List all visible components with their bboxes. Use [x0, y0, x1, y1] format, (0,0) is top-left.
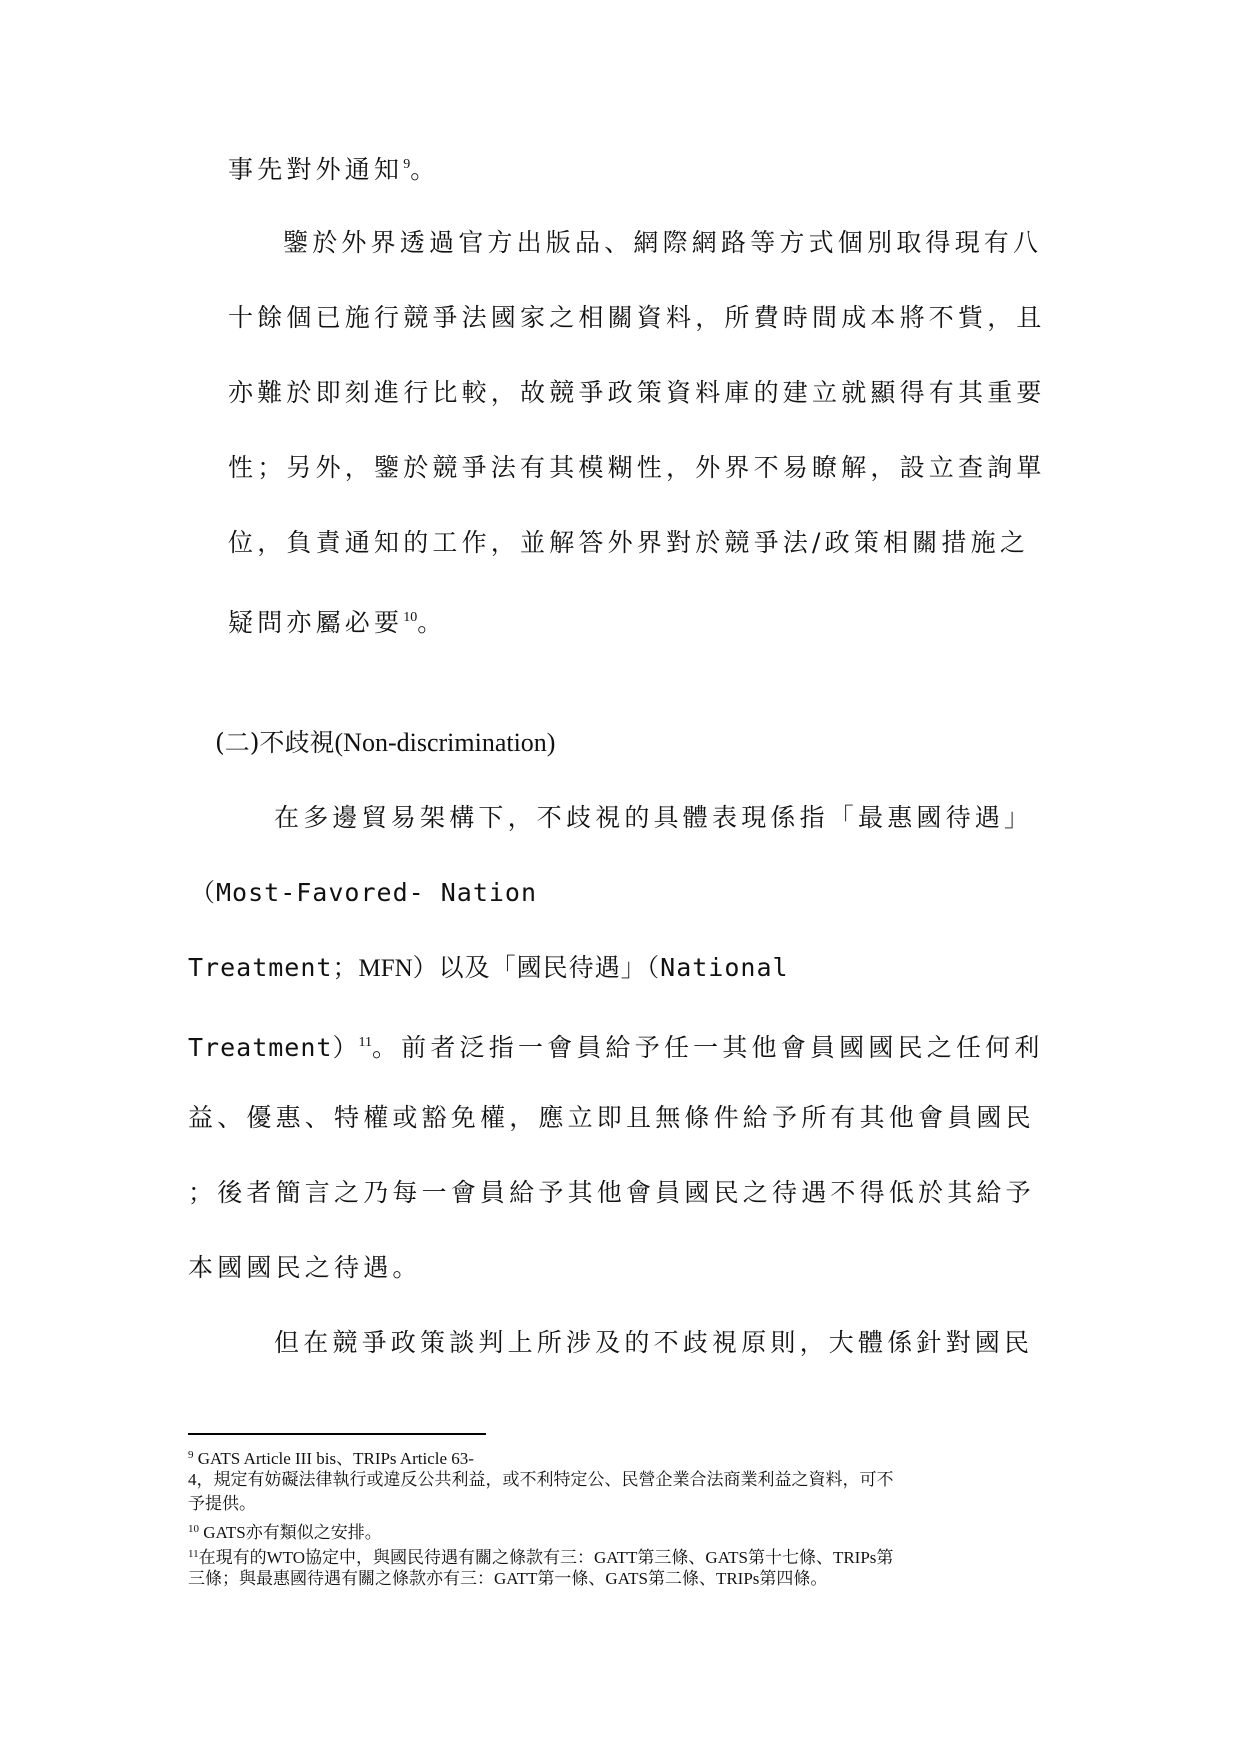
footnote-9-line3: 予提供。: [188, 1494, 256, 1513]
body-text: 事先對外通知: [228, 155, 404, 184]
footnote-ref[interactable]: 11: [358, 1035, 372, 1050]
footnote-11: [188, 1544, 893, 1568]
body-line: [228, 150, 439, 185]
body-text: MFN: [358, 955, 413, 982]
body-line: 但在競爭政策談判上所涉及的不歧視原則，大體係針對國民: [274, 1328, 1034, 1357]
body-text: 。前者泛指一會員給予任一其他會員國國民之任何利: [371, 1033, 1044, 1062]
heading-english: (Non-discrimination): [334, 728, 556, 757]
footnote-number: 11: [188, 1548, 199, 1560]
footnote-10: [188, 1519, 382, 1543]
footnote-text: GATS亦有類似之安排。: [203, 1523, 382, 1542]
footnote-11-line2: 三條；與最惠國待遇有關之條款亦有三：GATT第一條、GATS第二條、TRIPs第四條。: [188, 1569, 828, 1588]
body-line: 十餘個已施行競爭法國家之相關資料，所費時間成本將不貲，且: [228, 303, 1046, 332]
body-line: 亦難於即刻進行比較，故競爭政策資料庫的建立就顯得有其重要: [228, 378, 1046, 407]
body-text: Treatment）: [188, 1033, 359, 1062]
body-line: [188, 1028, 1044, 1063]
body-text: Treatment；: [188, 953, 359, 982]
body-line: 位，負責通知的工作，並解答外界對於競爭法/政策相關措施之: [228, 528, 1030, 557]
heading-prefix: (二)不歧視: [215, 728, 335, 757]
body-line: 性；另外，鑒於競爭法有其模糊性，外界不易瞭解，設立查詢單: [228, 453, 1046, 482]
body-text: ）以及「國民待遇」（National: [412, 953, 789, 982]
footnote-ref[interactable]: 10: [403, 610, 418, 625]
body-text: 。: [410, 155, 440, 184]
footnote-separator: [188, 1433, 486, 1435]
body-line: ；後者簡言之乃每一會員給予其他會員國民之待遇不得低於其給予: [188, 1178, 1035, 1207]
body-line: 鑒於外界透過官方出版品、網際網路等方式個別取得現有八: [283, 228, 1043, 257]
body-line: 本國國民之待遇。: [188, 1253, 422, 1282]
footnote-9-line2: 4，規定有妨礙法律執行或違反公共利益，或不利特定公、民營企業合法商業利益之資料，可不: [188, 1470, 894, 1489]
footnote-text: GATS Article III bis、TRIPs Article 63-: [197, 1449, 474, 1468]
footnote-9: [188, 1445, 474, 1469]
body-text: 。: [417, 608, 447, 637]
body-text: 疑問亦屬必要: [228, 608, 404, 637]
footnote-text: 在現有的WTO協定中，與國民待遇有關之條款有三：GATT第三條、GATS第十七條、TRIPs第: [198, 1548, 894, 1567]
footnote-number: 9: [188, 1449, 194, 1461]
body-line: 益、優惠、特權或豁免權，應立即且無條件給予所有其他會員國民: [188, 1103, 1035, 1132]
section-heading: [215, 728, 555, 758]
footnote-ref[interactable]: 9: [403, 157, 411, 172]
body-line: 在多邊貿易架構下，不歧視的具體表現係指「最惠國待遇」: [274, 803, 1034, 832]
body-line: （Most-Favored- Nation: [190, 878, 538, 907]
footnote-number: 10: [188, 1523, 199, 1535]
body-line: [228, 603, 446, 638]
body-line: [188, 953, 789, 984]
